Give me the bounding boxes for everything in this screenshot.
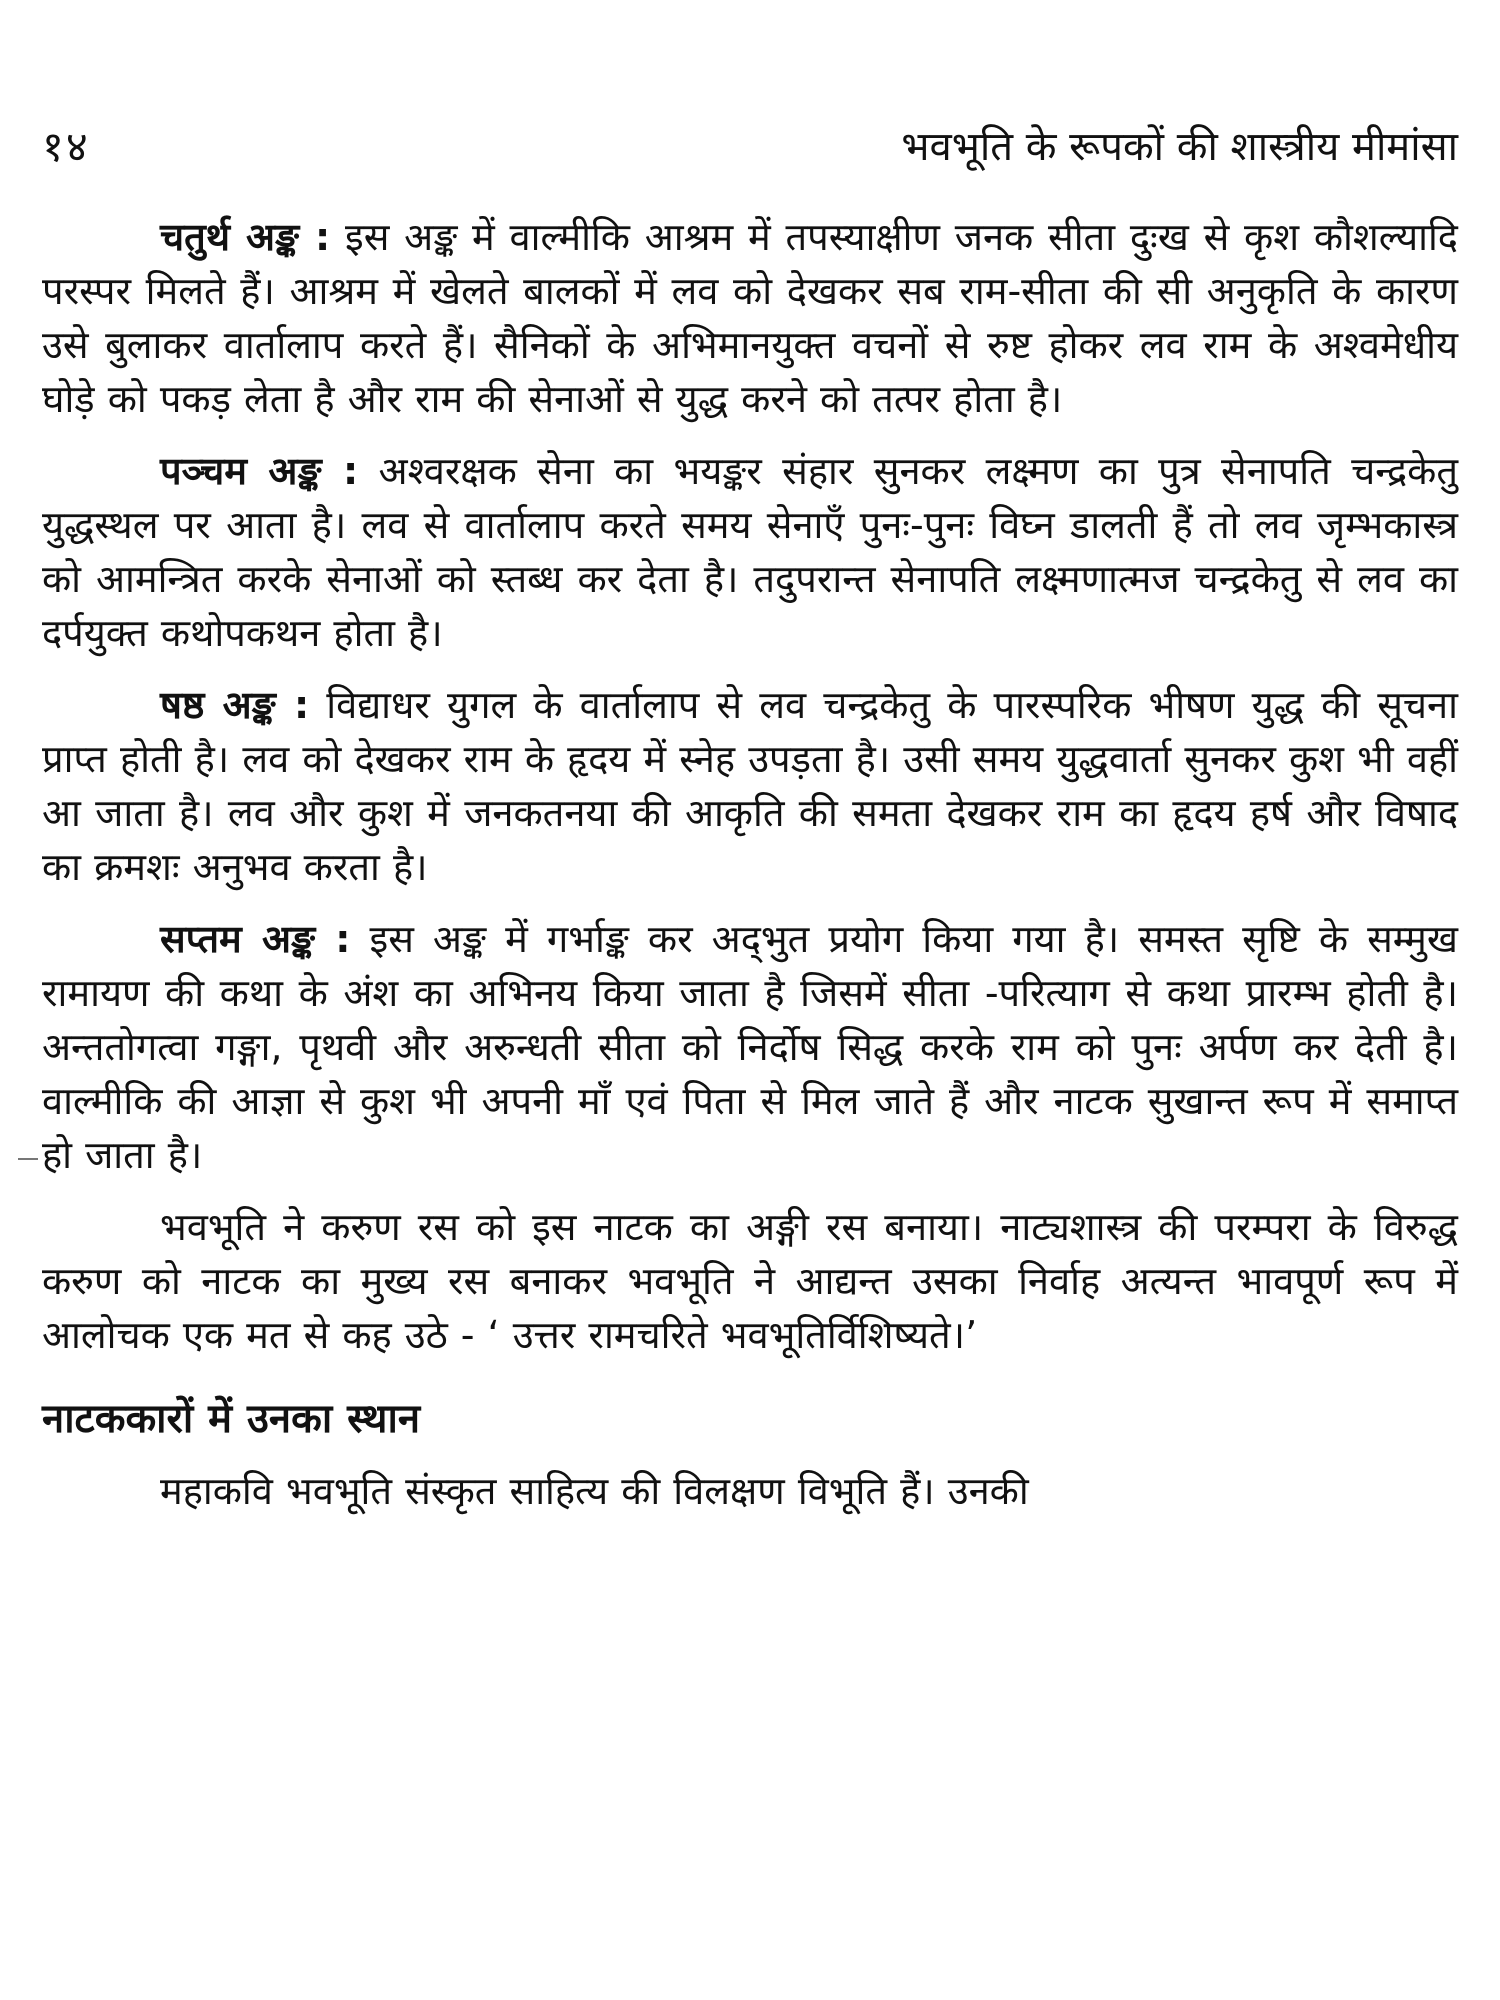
act-seven-text: इस अङ्क में गर्भाङ्क कर अद्‌भुत प्रयोग किया गया है। समस्त सृष्टि के सम्मुख रामायण की कथा के अंश का अभिनय किया जाता है जिसमें सीता -परित्याग से कथा प्रारम्भ होती है। अन्ततोगत्वा गङ्गा, पृथवी और अरुन्धती सीता को निर्दोष सिद्ध करके राम को पुनः अर्पण कर देती है। वाल्मीकि की आज्ञा से कुश भी अपनी माँ एवं पिता से मिल जाते हैं और नाटक सुखान्त रूप में समाप्त हो जाता है। bbox=[42, 917, 1458, 1177]
act-six-paragraph bbox=[42, 678, 1458, 894]
act-seven-label: सप्तम अङ्क : bbox=[160, 917, 351, 961]
page-number: १४ bbox=[42, 122, 90, 171]
act-five-paragraph bbox=[42, 444, 1458, 660]
closing-paragraph: भवभूति ने करुण रस को इस नाटक का अङ्गी रस बनाया। नाट्यशास्त्र की परम्परा के विरुद्ध करुण को नाटक का मुख्य रस बनाकर भवभूति ने आद्यन्त उसका निर्वाह अत्यन्त भावपूर्ण रूप में आलोचक एक मत से कह उठे - ‘ उत्तर रामचरिते भवभूतिर्विशिष्यते।’ bbox=[42, 1205, 1458, 1357]
act-six-text: विद्याधर युगल के वार्तालाप से लव चन्द्रकेतु के पारस्परिक भीषण युद्ध की सूचना प्राप्त होती है। लव को देखकर राम के हृदय में स्नेह उपड़ता है। उसी समय युद्धवार्ता सुनकर कुश भी वहीं आ जाता है। लव और कुश में जनकतनया की आकृति की समता देखकर राम का हृदय हर्ष और विषाद का क्रमशः अनुभव करता है। bbox=[42, 683, 1458, 889]
act-four-paragraph bbox=[42, 210, 1458, 426]
page-header bbox=[42, 112, 1458, 182]
body-text bbox=[42, 210, 1458, 1536]
act-seven-paragraph bbox=[42, 912, 1458, 1182]
running-title: भवभूति के रूपकों की शास्त्रीय मीमांसा bbox=[901, 124, 1458, 170]
margin-mark bbox=[18, 1158, 38, 1160]
act-six-label: षष्ठ अङ्क : bbox=[160, 683, 310, 727]
section-opening-text: महाकवि भवभूति संस्कृत साहित्य की विलक्षण विभूति हैं। उनकी bbox=[160, 1469, 1029, 1513]
section-heading: नाटककारों में उनका स्थान bbox=[42, 1396, 421, 1442]
act-five-text: अश्वरक्षक सेना का भयङ्कर संहार सुनकर लक्ष्मण का पुत्र सेनापति चन्द्रकेतु युद्धस्थल पर आता है। लव से वार्तालाप करते समय सेनाएँ पुनः-पुनः विघ्न डालती हैं तो लव जृम्भकास्त्र को आमन्त्रित करके सेनाओं को स्तब्ध कर देता है। तदुपरान्त सेनापति लक्ष्मणात्मज चन्द्रकेतु से लव का दर्पयुक्त कथोपकथन होता है। bbox=[42, 449, 1458, 655]
act-four-text: इस अङ्क में वाल्मीकि आश्रम में तपस्याक्षीण जनक सीता दुःख से कृश कौशल्यादि परस्पर मिलते हैं। आश्रम में खेलते बालकों में लव को देखकर सब राम-सीता की सी अनुकृति के कारण उसे बुलाकर वार्तालाप करते हैं। सैनिकों के अभिमानयुक्त वचनों से रुष्ट होकर लव राम के अश्वमेधीय घोड़े को पकड़ लेता है और राम की सेनाओं से युद्ध करने को तत्पर होता है। bbox=[42, 215, 1458, 421]
act-four-label: चतुर्थ अङ्क : bbox=[160, 215, 331, 259]
act-five-label: पञ्चम अङ्क : bbox=[160, 449, 359, 493]
